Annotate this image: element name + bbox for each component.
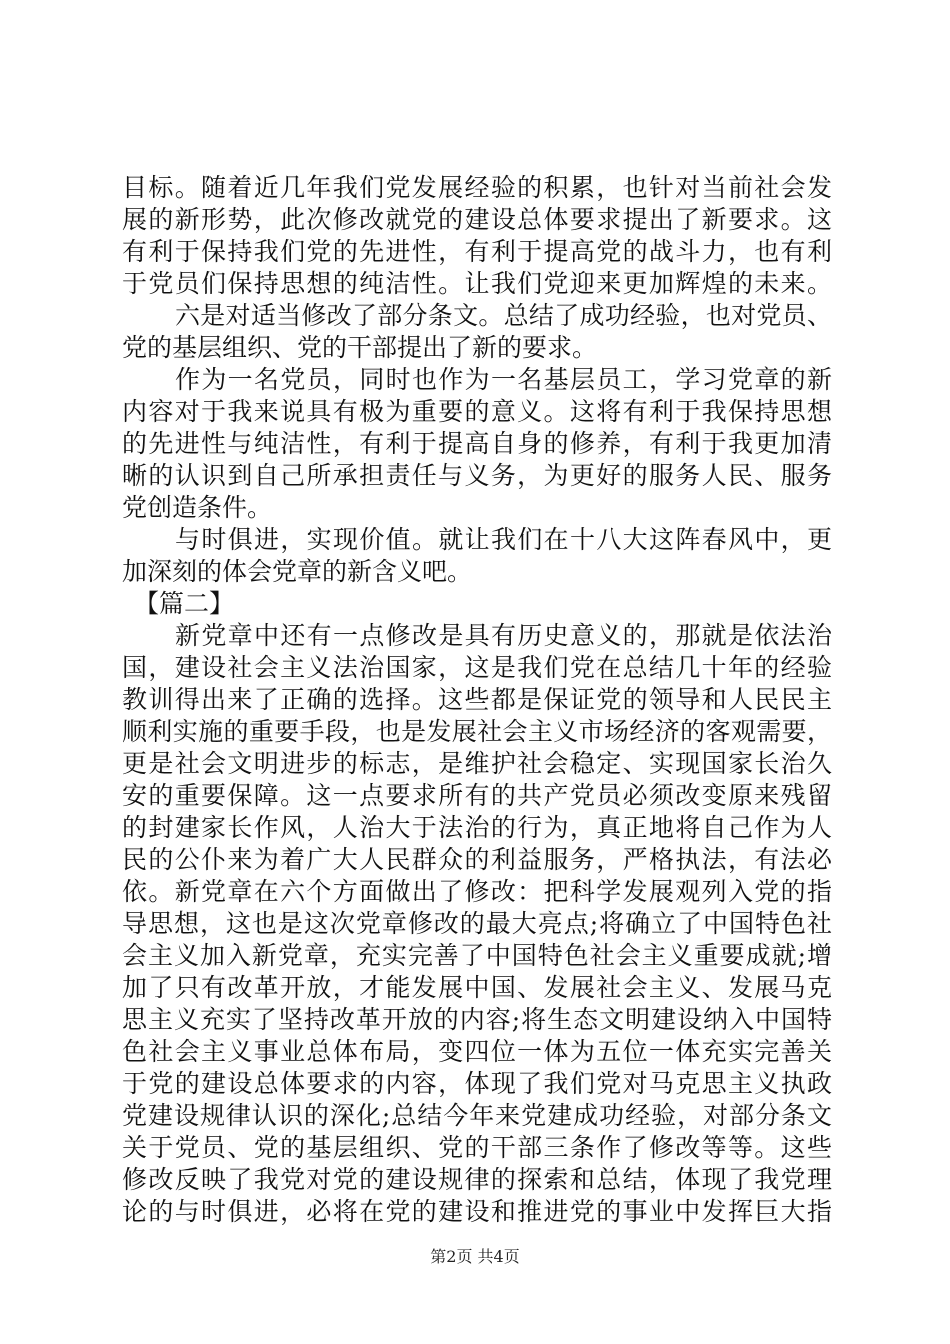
- text-line: 思主义充实了坚持改革开放的内容;将生态文明建设纳入中国特: [122, 1005, 832, 1034]
- text-line: 更是社会文明进步的标志，是维护社会稳定、实现国家长治久: [122, 749, 832, 778]
- page-footer: 第2页 共4页: [430, 1247, 520, 1266]
- text-line: 修改反映了我党对党的建设规律的探索和总结，体现了我党理: [122, 1165, 832, 1194]
- text-line: 国，建设社会主义法治国家，这是我们党在总结几十年的经验: [122, 653, 832, 682]
- document-body: [122, 172, 832, 1228]
- text-line: 的先进性与纯洁性，有利于提高自身的修养，有利于我更加清: [122, 429, 832, 458]
- text-line: 有利于保持我们党的先进性，有利于提高党的战斗力，也有利: [122, 237, 832, 266]
- text-line: 党建设规律认识的深化;总结今年来党建成功经验，对部分条文: [122, 1101, 832, 1130]
- text-line: 顺利实施的重要手段，也是发展社会主义市场经济的客观需要，: [122, 717, 832, 746]
- text-line: 依。新党章在六个方面做出了修改：把科学发展观列入党的指: [122, 877, 832, 906]
- text-line: 会主义加入新党章，充实完善了中国特色社会主义重要成就;增: [122, 941, 832, 970]
- text-line: 关于党员、党的基层组织、党的干部三条作了修改等等。这些: [122, 1133, 832, 1162]
- text-line: 民的公仆来为着广大人民群众的利益服务，严格执法，有法必: [122, 845, 832, 874]
- text-line: 安的重要保障。这一点要求所有的共产党员必须改变原来残留: [122, 781, 832, 810]
- text-line: 与时俱进，实现价值。就让我们在十八大这阵春风中，更: [175, 525, 832, 554]
- text-line: 教训得出来了正确的选择。这些都是保证党的领导和人民民主: [122, 685, 832, 714]
- text-line: 色社会主义事业总体布局，变四位一体为五位一体充实完善关: [122, 1037, 832, 1066]
- text-line: 于党的建设总体要求的内容，体现了我们党对马克思主义执政: [122, 1069, 832, 1098]
- text-line: 党的基层组织、党的干部提出了新的要求。: [122, 333, 598, 362]
- text-line: 内容对于我来说具有极为重要的意义。这将有利于我保持思想: [122, 397, 832, 426]
- text-line: 于党员们保持思想的纯洁性。让我们党迎来更加辉煌的未来。: [122, 269, 832, 298]
- text-line: 党创造条件。: [122, 493, 273, 522]
- text-line: 目标。随着近几年我们党发展经验的积累，也针对当前社会发: [122, 173, 832, 202]
- text-line: 作为一名党员，同时也作为一名基层员工，学习党章的新: [175, 365, 832, 394]
- text-line: 导思想，这也是这次党章修改的最大亮点;将确立了中国特色社: [122, 909, 832, 938]
- text-line: 新党章中还有一点修改是具有历史意义的，那就是依法治: [175, 621, 832, 650]
- text-line: 论的与时俱进，必将在党的建设和推进党的事业中发挥巨大指: [122, 1197, 832, 1226]
- text-line: 六是对适当修改了部分条文。总结了成功经验，也对党员、: [175, 301, 832, 330]
- text-line: 的封建家长作风，人治大于法治的行为，真正地将自己作为人: [122, 813, 832, 842]
- text-line: 加了只有改革开放，才能发展中国、发展社会主义、发展马克: [122, 973, 832, 1002]
- section-heading: 【篇二】: [134, 589, 235, 618]
- text-line: 加深刻的体会党章的新含义吧。: [122, 557, 473, 586]
- text-line: 晰的认识到自己所承担责任与义务，为更好的服务人民、服务: [122, 461, 832, 490]
- text-line: 展的新形势，此次修改就党的建设总体要求提出了新要求。这: [122, 205, 832, 234]
